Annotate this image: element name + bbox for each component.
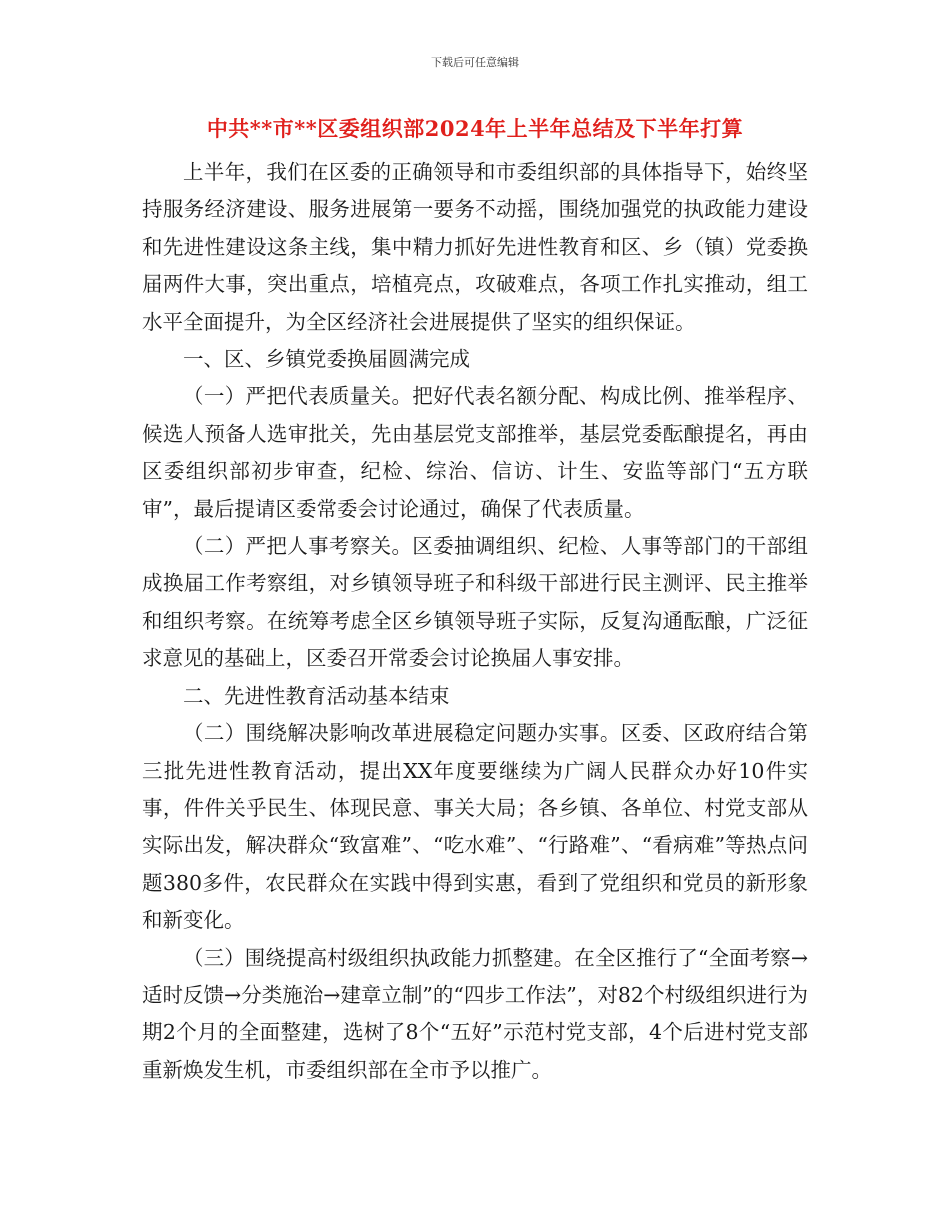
document-title: 中共**市**区委组织部2024年上半年总结及下半年打算 [206,116,744,141]
section-heading-1: 一、区、乡镇党委换届圆满完成 [183,347,470,372]
paragraph-1-2: （二）严把人事考察关。区委抽调组织、纪检、人事等部门的干部组成换届工作考察组，对乡镇领导班子和科级干部进行民主测评、民主推举和组织考察。在统筹考虑全区乡镇领导班子实际，反复沟通酝酿，广泛征求意见的基础上，区委召开常委会讨论换届人事安排。 [142,534,808,671]
paragraph-1-1: （一）严把代表质量关。把好代表名额分配、构成比例、推举程序、候选人预备人选审批关，先由基层党支部推举，基层党委酝酿提名，再由区委组织部初步审查，纪检、综治、信访、计生、安监等部门“五方联审”，最后提请区委常委会讨论通过，确保了代表质量。 [142,384,808,521]
paragraph-intro: 上半年，我们在区委的正确领导和市委组织部的具体指导下，始终坚持服务经济建设、服务进展第一要务不动摇，围绕加强党的执政能力建设和先进性建设这条主线，集中精力抓好先进性教育和区、乡（镇）党委换届两件大事，突出重点，培植亮点，攻破难点，各项工作扎实推动，组工水平全面提升，为全区经济社会进展提供了坚实的组织保证。 [142,160,808,334]
header-note: 下载后可任意编辑 [431,56,519,69]
document-body [142,154,808,1089]
section-heading-2: 二、先进性教育活动基本结束 [183,683,450,708]
paragraph-2-3: （三）围绕提高村级组织执政能力抓整建。在全区推行了“全面考察→适时反馈→分类施治→建章立制”的“四步工作法”，对82个村级组织进行为期2个月的全面整建，选树了8个“五好”示范村党支部，4个后进村党支部重新焕发生机，市委组织部在全市予以推广。 [142,945,808,1082]
paragraph-2-2: （二）围绕解决影响改革进展稳定问题办实事。区委、区政府结合第三批先进性教育活动，提出XX年度要继续为广阔人民群众办好10件实事，件件关乎民生、体现民意、事关大局；各乡镇、各单位、村党支部从实际出发，解决群众“致富难”、“吃水难”、“行路难”、“看病难”等热点问题380多件，农民群众在实践中得到实惠，看到了党组织和党员的新形象和新变化。 [142,721,808,933]
